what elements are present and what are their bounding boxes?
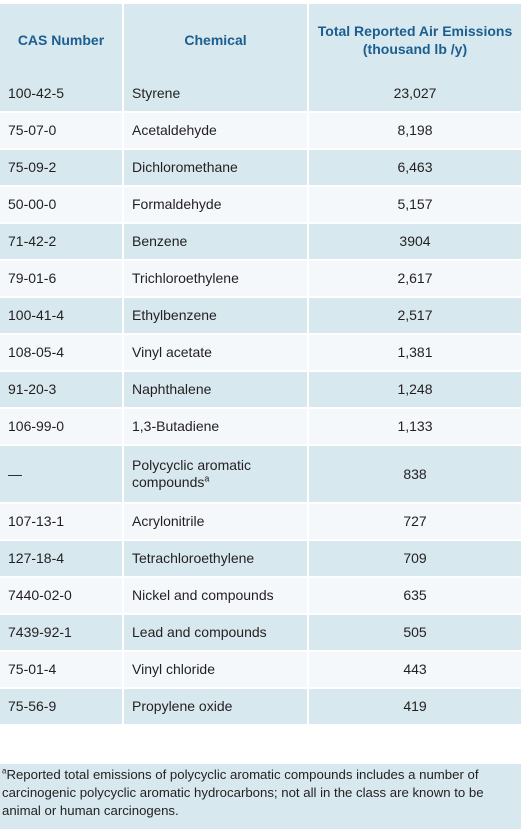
chemical-name: Tetrachloroethylene bbox=[132, 550, 255, 566]
table-footnote bbox=[0, 764, 521, 829]
cas-number-cell: 75-07-0 bbox=[0, 112, 123, 149]
footnote-reference: a bbox=[204, 473, 210, 484]
chemical-cell bbox=[123, 371, 308, 408]
emissions-value-cell: 2,617 bbox=[308, 260, 521, 297]
chemical-name: Polycyclic aromatic compounds bbox=[132, 457, 252, 490]
chemical-cell bbox=[123, 334, 308, 371]
cas-number-cell: 107-13-1 bbox=[0, 503, 123, 540]
cas-number-cell: 100-42-5 bbox=[0, 75, 123, 112]
table-body bbox=[0, 75, 521, 725]
header-row bbox=[0, 4, 521, 75]
cas-number-cell: 75-01-4 bbox=[0, 651, 123, 688]
chemical-name: Styrene bbox=[132, 84, 181, 101]
footnote-mark: a bbox=[2, 766, 7, 776]
emissions-value-cell: 727 bbox=[308, 503, 521, 540]
table-row bbox=[0, 408, 521, 445]
emissions-value-cell: 1,248 bbox=[308, 371, 521, 408]
chemical-name: Propylene oxide bbox=[132, 698, 233, 714]
chemical-cell bbox=[123, 75, 308, 112]
table-row bbox=[0, 577, 521, 614]
cas-number-cell: 7439-92-1 bbox=[0, 614, 123, 651]
emissions-value-cell: 838 bbox=[308, 445, 521, 503]
chemical-name: Nickel and compounds bbox=[132, 587, 274, 603]
chemical-cell bbox=[123, 540, 308, 577]
chemical-cell bbox=[123, 149, 308, 186]
chemical-name: Lead and compounds bbox=[132, 624, 267, 640]
chemical-cell bbox=[123, 112, 308, 149]
cas-number-cell: 127-18-4 bbox=[0, 540, 123, 577]
table-row bbox=[0, 186, 521, 223]
cas-number-cell: — bbox=[0, 445, 123, 503]
cas-number-cell: 75-09-2 bbox=[0, 149, 123, 186]
chemical-name: Vinyl chloride bbox=[132, 661, 216, 677]
table-row bbox=[0, 614, 521, 651]
cas-number-cell: 7440-02-0 bbox=[0, 577, 123, 614]
table-row bbox=[0, 260, 521, 297]
chemical-cell bbox=[123, 186, 308, 223]
chemical-name: Acetaldehyde bbox=[132, 122, 217, 138]
header-total-emissions: Total Reported Air Emissions (thousand lb /y) bbox=[308, 4, 521, 75]
emissions-value-cell: 2,517 bbox=[308, 297, 521, 334]
cas-number-cell: 108-05-4 bbox=[0, 334, 123, 371]
emissions-value-cell: 6,463 bbox=[308, 149, 521, 186]
cas-number-cell: 106-99-0 bbox=[0, 408, 123, 445]
chemical-name: Formaldehyde bbox=[132, 196, 222, 212]
chemical-cell bbox=[123, 260, 308, 297]
table-row bbox=[0, 223, 521, 260]
header-chemical: Chemical bbox=[123, 4, 308, 75]
cas-number-cell: 79-01-6 bbox=[0, 260, 123, 297]
emissions-value-cell: 8,198 bbox=[308, 112, 521, 149]
emissions-value-cell: 1,381 bbox=[308, 334, 521, 371]
chemical-cell bbox=[123, 503, 308, 540]
chemical-cell bbox=[123, 614, 308, 651]
chemical-cell bbox=[123, 688, 308, 725]
table-row bbox=[0, 445, 521, 503]
emissions-table bbox=[0, 4, 521, 726]
cas-number-cell: 91-20-3 bbox=[0, 371, 123, 408]
chemical-name: Naphthalene bbox=[132, 381, 212, 397]
emissions-value-cell: 3904 bbox=[308, 223, 521, 260]
cas-number-cell: 71-42-2 bbox=[0, 223, 123, 260]
chemical-name: Benzene bbox=[132, 233, 188, 249]
table-row bbox=[0, 149, 521, 186]
table-row bbox=[0, 75, 521, 112]
table-row bbox=[0, 688, 521, 725]
emissions-value-cell: 23,027 bbox=[308, 75, 521, 112]
chemical-name: Trichloroethylene bbox=[132, 270, 239, 286]
table-row bbox=[0, 371, 521, 408]
emissions-value-cell: 505 bbox=[308, 614, 521, 651]
footnote-text: Reported total emissions of polycyclic aromatic compounds includes a number of carcinogenic polycyclic aromatic hydrocarbons; not all in the class are known to be animal or human carcinogens. bbox=[2, 767, 484, 818]
emissions-value-cell: 709 bbox=[308, 540, 521, 577]
emissions-value-cell: 443 bbox=[308, 651, 521, 688]
chemical-cell bbox=[123, 223, 308, 260]
table-row bbox=[0, 334, 521, 371]
cas-number-cell: 50-00-0 bbox=[0, 186, 123, 223]
table-row bbox=[0, 540, 521, 577]
table-row bbox=[0, 503, 521, 540]
chemical-name: Vinyl acetate bbox=[132, 344, 212, 360]
chemical-cell bbox=[123, 408, 308, 445]
chemical-cell bbox=[123, 445, 308, 503]
header-cas-number: CAS Number bbox=[0, 4, 123, 75]
cas-number-cell: 100-41-4 bbox=[0, 297, 123, 334]
table-header bbox=[0, 4, 521, 75]
emissions-value-cell: 1,133 bbox=[308, 408, 521, 445]
chemical-name: Acrylonitrile bbox=[132, 513, 205, 529]
chemical-name: Ethylbenzene bbox=[132, 307, 217, 323]
chemical-name: Dichloromethane bbox=[132, 159, 238, 175]
emissions-value-cell: 635 bbox=[308, 577, 521, 614]
table-row bbox=[0, 651, 521, 688]
emissions-value-cell: 419 bbox=[308, 688, 521, 725]
emissions-value-cell: 5,157 bbox=[308, 186, 521, 223]
chemical-name: 1,3-Butadiene bbox=[132, 418, 220, 434]
cas-number-cell: 75-56-9 bbox=[0, 688, 123, 725]
chemical-cell bbox=[123, 297, 308, 334]
table-row bbox=[0, 112, 521, 149]
table-row bbox=[0, 297, 521, 334]
chemical-cell bbox=[123, 577, 308, 614]
chemical-cell bbox=[123, 651, 308, 688]
